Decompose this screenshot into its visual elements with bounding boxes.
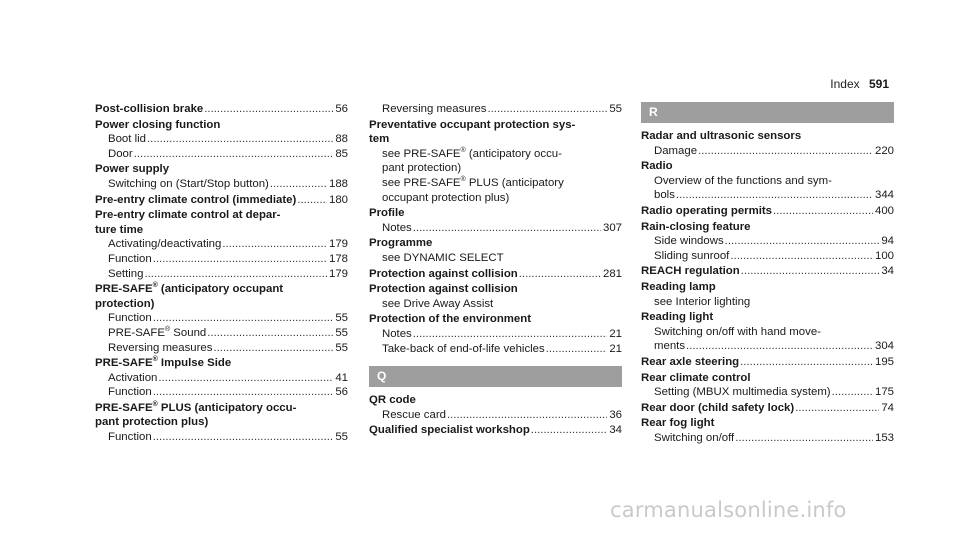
entry-text: Reading light [641, 311, 714, 324]
page-reference[interactable]: 195 [874, 355, 894, 368]
page-reference[interactable]: 100 [874, 249, 894, 262]
index-column-2 [369, 102, 622, 439]
entry-text: Pre-entry climate control (immediate) [95, 193, 297, 206]
entry-text: Protection of the environment [369, 313, 532, 326]
entry-text: Rear door (child safety lock) [641, 401, 795, 414]
page-reference[interactable]: 21 [609, 342, 622, 355]
dot-leader [203, 102, 333, 117]
index-entry-line[interactable] [369, 327, 622, 342]
page-number: 591 [868, 77, 889, 91]
entry-text: ments [654, 340, 686, 353]
index-term [641, 220, 894, 235]
index-entry [641, 401, 894, 416]
entry-text: Rear axle steering [641, 355, 740, 368]
dot-leader [740, 264, 880, 279]
page-reference[interactable]: 36 [609, 408, 622, 421]
entry-text: Radio operating permits [641, 204, 773, 217]
index-term [95, 223, 348, 238]
entry-text: Profile [369, 207, 405, 220]
entry-text: Protection against collision [369, 267, 518, 280]
entry-text: Notes [382, 327, 412, 340]
index-entry-line[interactable] [641, 234, 894, 249]
index-term [369, 312, 622, 327]
entry-text: see Drive Away Assist [382, 297, 494, 310]
registered-mark: ® [152, 356, 158, 364]
entry-text: Qualified specialist workshop [369, 424, 530, 437]
dot-leader [724, 234, 880, 249]
page-reference[interactable]: 175 [874, 386, 894, 399]
page-reference[interactable]: 281 [602, 267, 622, 280]
index-column-3 [641, 102, 894, 446]
index-subline [641, 295, 894, 310]
page-reference[interactable]: 179 [328, 267, 348, 280]
entry-text: PRE-SAFE® Impulse Side [95, 356, 232, 370]
index-entry [369, 206, 622, 235]
page-reference[interactable]: 344 [874, 189, 894, 202]
index-subline [369, 147, 622, 162]
index-entry-line[interactable] [95, 102, 348, 117]
index-entry [641, 371, 894, 400]
page-reference[interactable]: 85 [335, 147, 348, 160]
entry-text: Setting (MBUX multimedia system) [654, 386, 831, 399]
dot-leader [545, 342, 608, 357]
entry-text: Switching on/off [654, 431, 735, 444]
index-term [95, 401, 348, 416]
section-header-r: R [641, 102, 894, 123]
entry-text: Function [108, 252, 152, 265]
index-term [641, 280, 894, 295]
page-reference[interactable]: 153 [874, 431, 894, 444]
index-term [369, 393, 622, 408]
entry-text: see DYNAMIC SELECT [382, 251, 504, 264]
index-subline [641, 174, 894, 189]
index-entry-line[interactable] [369, 267, 622, 282]
dot-leader [486, 102, 607, 117]
index-term [641, 129, 894, 144]
index-entry [369, 102, 622, 117]
index-entry-line[interactable] [95, 132, 348, 147]
entry-text: Post-collision brake [95, 103, 204, 115]
index-entry-line[interactable] [95, 147, 348, 162]
entry-text: Reversing measures [382, 103, 487, 115]
index-entry [641, 416, 894, 445]
entry-text: Sliding sunroof [654, 249, 730, 262]
index-term [369, 282, 622, 297]
index-subline [369, 161, 622, 176]
index-entry [641, 280, 894, 309]
entry-text: Radar and ultrasonic sensors [641, 130, 802, 142]
index-term [641, 416, 894, 431]
index-entry-line[interactable] [369, 408, 622, 423]
entry-text: Rescue card [382, 408, 446, 421]
page-reference[interactable]: 55 [609, 103, 622, 115]
page-reference[interactable]: 304 [874, 340, 894, 353]
entry-text: pant protection plus) [95, 416, 209, 429]
index-entry-line[interactable] [641, 264, 894, 279]
index-entry [641, 355, 894, 370]
dot-leader [146, 132, 333, 147]
dot-leader [446, 408, 607, 423]
entry-text: Protection against collision [369, 283, 518, 296]
dot-leader [697, 144, 873, 159]
section-header-q: Q [369, 366, 622, 387]
index-term [95, 208, 348, 223]
index-entry-line[interactable] [95, 311, 348, 326]
index-term [369, 206, 622, 221]
index-entry [369, 236, 622, 265]
dot-leader [152, 430, 334, 445]
index-entry [95, 356, 348, 400]
index-term [95, 297, 348, 312]
index-entry-line[interactable] [641, 204, 894, 219]
entry-text: occupant protection plus) [382, 191, 510, 204]
index-subline [369, 176, 622, 191]
index-term [95, 356, 348, 371]
index-entry [369, 423, 622, 438]
entry-text: PRE-SAFE® PLUS (anticipatory occu- [95, 401, 297, 414]
index-entry-line[interactable] [369, 221, 622, 236]
index-entry-line[interactable] [369, 423, 622, 438]
index-entry [641, 159, 894, 203]
entry-text: Function [108, 312, 152, 325]
index-entry-line[interactable] [95, 177, 348, 192]
index-entry-line[interactable] [95, 252, 348, 267]
entry-text: Power closing function [95, 118, 221, 131]
index-entry [641, 264, 894, 279]
index-subline [369, 251, 622, 266]
page-reference[interactable]: 307 [602, 221, 622, 234]
index-entry-line[interactable] [641, 339, 894, 354]
page-reference[interactable]: 400 [874, 204, 894, 217]
dot-leader [143, 267, 327, 282]
index-entry-line[interactable] [641, 431, 894, 446]
entry-text: tem [369, 133, 390, 146]
entry-text: Rear fog light [641, 417, 715, 430]
dot-leader [412, 327, 608, 342]
page-reference[interactable]: 56 [335, 103, 348, 115]
index-entry [95, 193, 348, 208]
index-entry [95, 162, 348, 191]
page-reference[interactable]: 55 [335, 341, 348, 354]
entry-text: Overview of the functions and sym- [654, 174, 832, 187]
dot-leader [269, 177, 327, 192]
entry-text: Damage [654, 144, 698, 157]
dot-leader [685, 339, 873, 354]
index-entry-line[interactable] [95, 326, 348, 341]
index-subline [641, 325, 894, 340]
index-entry-line[interactable] [369, 342, 622, 357]
dot-leader [152, 311, 334, 326]
entry-text: bols [654, 189, 675, 202]
index-column-1 [95, 102, 348, 446]
dot-leader [729, 249, 873, 264]
index-entry [641, 129, 894, 158]
entry-text: Take-back of end-of-life vehicles [382, 342, 545, 355]
dot-leader [133, 147, 334, 162]
index-entry [95, 118, 348, 162]
index-term [641, 310, 894, 325]
entry-text: Side windows [654, 235, 724, 248]
entry-text: Rear climate control [641, 371, 751, 384]
index-entry [95, 401, 348, 445]
entry-text: Reading lamp [641, 280, 716, 293]
index-entry-line[interactable] [641, 385, 894, 400]
entry-text: REACH regulation [641, 265, 740, 278]
index-entry-line[interactable] [641, 144, 894, 159]
index-entry-line[interactable] [95, 430, 348, 445]
index-entry [641, 310, 894, 354]
entry-text: PRE-SAFE® (anticipatory occupant [95, 282, 284, 296]
index-term [369, 236, 622, 251]
index-entry [95, 208, 348, 281]
index-entry-line[interactable] [95, 341, 348, 356]
page-reference[interactable]: 188 [328, 177, 348, 190]
dot-leader [152, 385, 334, 400]
page-reference[interactable]: 56 [335, 386, 348, 399]
page-reference[interactable]: 55 [335, 431, 348, 444]
index-entry [369, 282, 622, 311]
page-reference[interactable]: 88 [335, 133, 348, 146]
index-entry-line[interactable] [641, 401, 894, 416]
index-entry-line[interactable] [95, 371, 348, 386]
index-entry [369, 267, 622, 282]
page-reference[interactable]: 220 [874, 144, 894, 157]
index-term [95, 415, 348, 430]
entry-text: Activation [108, 371, 158, 384]
dot-leader [212, 341, 333, 356]
index-term [641, 371, 894, 386]
entry-text: Switching on (Start/Stop button) [108, 177, 269, 190]
index-term [369, 132, 622, 147]
page-reference[interactable]: 179 [328, 238, 348, 251]
page-reference[interactable]: 41 [335, 371, 348, 384]
entry-text: Function [108, 386, 152, 399]
index-term [369, 118, 622, 133]
entry-text: Door [108, 147, 133, 160]
dot-leader [530, 423, 608, 438]
dot-leader [412, 221, 601, 236]
entry-text: Programme [369, 237, 433, 250]
registered-mark: ® [152, 282, 158, 290]
entry-text: Boot lid [108, 133, 146, 146]
dot-leader [831, 385, 873, 400]
page-reference[interactable]: 55 [335, 326, 348, 339]
index-term [95, 282, 348, 297]
entry-text: ture time [95, 223, 144, 236]
index-entry-line[interactable] [95, 237, 348, 252]
index-entry-line[interactable] [369, 102, 622, 117]
index-entry-line[interactable] [641, 188, 894, 203]
index-entry [641, 220, 894, 264]
index-subline [369, 297, 622, 312]
index-entry-line[interactable] [641, 249, 894, 264]
dot-leader [152, 252, 327, 267]
dot-leader [734, 431, 873, 446]
dot-leader [296, 193, 327, 208]
index-entry [95, 282, 348, 355]
page-reference[interactable]: 34 [609, 424, 622, 437]
dot-leader [157, 371, 333, 386]
registered-mark: ® [152, 401, 158, 409]
entry-text: Pre-entry climate control at depar- [95, 209, 281, 222]
index-subline [369, 191, 622, 206]
index-entry [95, 102, 348, 117]
page-reference[interactable]: 55 [335, 312, 348, 325]
entry-text: protection) [95, 297, 155, 310]
entry-text: pant protection) [382, 162, 462, 175]
page-reference[interactable]: 94 [881, 235, 894, 248]
dot-leader [772, 204, 873, 219]
page-reference[interactable]: 21 [609, 327, 622, 340]
page-reference[interactable]: 180 [328, 193, 348, 206]
entry-text: see PRE-SAFE® (anticipatory occu- [382, 146, 562, 160]
index-entry-line[interactable] [95, 385, 348, 400]
entry-text: Reversing measures [108, 341, 213, 354]
index-term [641, 159, 894, 174]
entry-text: Function [108, 431, 152, 444]
entry-text: Rain-closing feature [641, 220, 751, 233]
index-entry [641, 204, 894, 219]
entry-text: QR code [369, 394, 416, 407]
page-reference[interactable]: 34 [881, 265, 894, 278]
index-entry-line[interactable] [641, 355, 894, 370]
dot-leader [675, 188, 873, 203]
entry-text: Switching on/off with hand move- [654, 325, 821, 338]
watermark: carmanualsonline.info [610, 498, 847, 522]
dot-leader [206, 326, 333, 341]
registered-mark: ® [460, 146, 466, 154]
index-term [95, 118, 348, 133]
entry-text: Power supply [95, 163, 170, 176]
entry-text: Setting [108, 267, 144, 280]
entry-text: Notes [382, 221, 412, 234]
registered-mark: ® [164, 326, 171, 334]
entry-text: PRE-SAFE® Sound [108, 326, 207, 339]
entry-text: Activating/deactivating [108, 238, 222, 251]
entry-text: see Interior lighting [654, 295, 751, 308]
dot-leader [221, 237, 327, 252]
dot-leader [739, 355, 873, 370]
index-entry-line[interactable] [95, 267, 348, 282]
entry-text: Radio [641, 160, 673, 173]
index-entry [369, 393, 622, 422]
index-label: Index [830, 77, 860, 91]
page-reference[interactable]: 178 [328, 252, 348, 265]
registered-mark: ® [460, 176, 466, 184]
dot-leader [794, 401, 879, 416]
index-entry-line[interactable] [95, 193, 348, 208]
index-entry [369, 312, 622, 356]
dot-leader [518, 267, 601, 282]
entry-text: Preventative occupant protection sys- [369, 118, 576, 131]
page-reference[interactable]: 74 [881, 401, 894, 414]
index-term [95, 162, 348, 177]
entry-text: see PRE-SAFE® PLUS (anticipatory [382, 176, 564, 189]
page-header [830, 77, 889, 92]
index-entry [369, 118, 622, 206]
